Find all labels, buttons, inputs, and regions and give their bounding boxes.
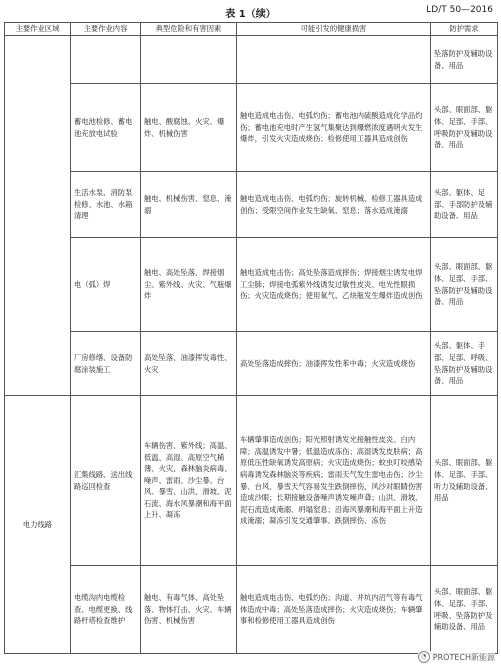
table-row [5, 238, 498, 332]
protection-cell: 头部、眼面部、躯体、足部、手部、呼吸防护及辅助设备、用品 [431, 84, 498, 172]
hazards-cell: 触电、高处坠落、焊接烟尘、紫外线、火灾、气瓶爆炸 [141, 238, 237, 332]
damage-cell: 触电造成电击伤、电弧灼伤；沟道、井坑内沼气等有毒气体造成中毒；高处坠落造成摔伤；火灾造成烧伤；车辆肇事和检修使用工器具造成创伤 [237, 566, 431, 654]
hazards-cell: 触电、有毒气体、高处坠落、物体打击、火灾、车辆伤害、机械伤害 [141, 566, 237, 654]
hazards-cell: 触电、酸腐蚀、火灾、爆炸、机械伤害 [141, 84, 237, 172]
table-row [5, 332, 498, 396]
standard-number: LD/T 50—2016 [426, 5, 493, 15]
protection-cell: 头部、躯体、足部、手部防护及辅助设备、用品 [431, 172, 498, 238]
table-row [5, 396, 498, 566]
damage-cell: 车辆肇事造成创伤；阳光照射诱发光接触性皮炎、白内障；高温诱发中暑；低温造成冻伤；高湿诱发皮肤病；高原低压性缺氧诱发高原病；火灾造成烧伤；蚊虫叮咬感染病毒诱发森林脑炎等疾病；雷雨天气发生雷电击伤；沙尘暴、台风、暴雪天气容易发生跌倒摔伤，风沙对眼睛伤害造成沙眼；长期接触设备噪声诱发噪声聋；山洪、滑坡、泥石流造成淹溺、坍塌窒息；沿海风暴潮和海平面上升造成淹溺；凝冻引发交通肇事、跌倒摔伤、冻伤 [237, 396, 431, 566]
table-row [5, 84, 498, 172]
hazards-cell: 触电、机械伤害、窒息、淹溺 [141, 172, 237, 238]
hazards-cell: 高处坠落、油漆挥发毒性、火灾 [141, 332, 237, 396]
column-header: 防护需求 [431, 23, 498, 36]
protection-cell: 头部、眼面部、躯体、足部、手部、坠落防护及辅助设备、用品 [431, 238, 498, 332]
content-cell: 汇集线路、送出线路巡回检查 [71, 396, 141, 566]
content-cell [71, 36, 141, 84]
table-row [5, 172, 498, 238]
column-header: 主要作业区域 [5, 23, 71, 36]
column-header: 典型危险和有害因素 [141, 23, 237, 36]
wechat-icon: ◔ [418, 651, 430, 663]
table-title: 表 1（续） [225, 9, 276, 20]
protection-cell: 头部、眼面部、躯体、足部、手部、呼吸、坠落防护及辅助设备、用品 [431, 566, 498, 654]
damage-cell: 高处坠落造成摔伤；油漆挥发性苯中毒；火灾造成烧伤 [237, 332, 431, 396]
content-cell: 电（弧）焊 [71, 238, 141, 332]
watermark [418, 651, 495, 663]
table-header-row [5, 23, 498, 36]
area-cell: 电力线路 [5, 396, 71, 654]
column-header: 主要作业内容 [71, 23, 141, 36]
table-row [5, 566, 498, 654]
watermark-text: PROTECH新能源 [432, 652, 495, 662]
protection-cell: 头部、眼面部、躯体、足部、手部、听力及辅助设备、用品 [431, 396, 498, 566]
damage-cell: 触电造成电击伤；高处坠落造成摔伤；焊接烟尘诱发电焊工尘肺；焊接电弧紫外线诱发过敏性皮炎、电光性眼损伤；火灾造成烧伤；使用氧气、乙炔瓶发生爆炸造成创伤 [237, 238, 431, 332]
column-header: 可能引发的健康损害 [237, 23, 431, 36]
damage-cell: 触电造成电击伤、电弧灼伤；蓄电池内硫酸造成化学品灼伤；蓄电池充电时产生氢气集聚达到爆燃浓度遇明火发生爆炸，引发火灾造成烧伤；检修使用工器具造成创伤 [237, 84, 431, 172]
content-cell: 生活水泵、消防泵检修、水池、水箱清理 [71, 172, 141, 238]
hazards-cell: 车辆伤害、紫外线；高温、低温、高湿、高原空气稀薄、火灾、森林脑炎病毒、噪声、雷雨、沙尘暴、台风、暴雪、山洪、滑坡、泥石流、海水风暴潮和海平面上升、凝冻 [141, 396, 237, 566]
hazard-table [4, 22, 498, 654]
content-cell: 电缆沟内电缆检查、电缆更换、线路杆塔检查维护 [71, 566, 141, 654]
protection-cell: 头部、躯体、手部、足部、呼吸、坠落防护及辅助设备、用品 [431, 332, 498, 396]
table-row [5, 36, 498, 84]
hazards-cell [141, 36, 237, 84]
damage-cell [237, 36, 431, 84]
damage-cell: 触电造成电击伤、电弧灼伤；旋转机械、检修工器具造成创伤；受限空间作业发生缺氧、窒息；落水造成淹溺 [237, 172, 431, 238]
protection-cell: 坠落防护及辅助设备、用品 [431, 36, 498, 84]
content-cell: 厂房修缮、设备防腐涂装施工 [71, 332, 141, 396]
content-cell: 蓄电池检修、蓄电池充放电试验 [71, 84, 141, 172]
area-cell [5, 36, 71, 396]
